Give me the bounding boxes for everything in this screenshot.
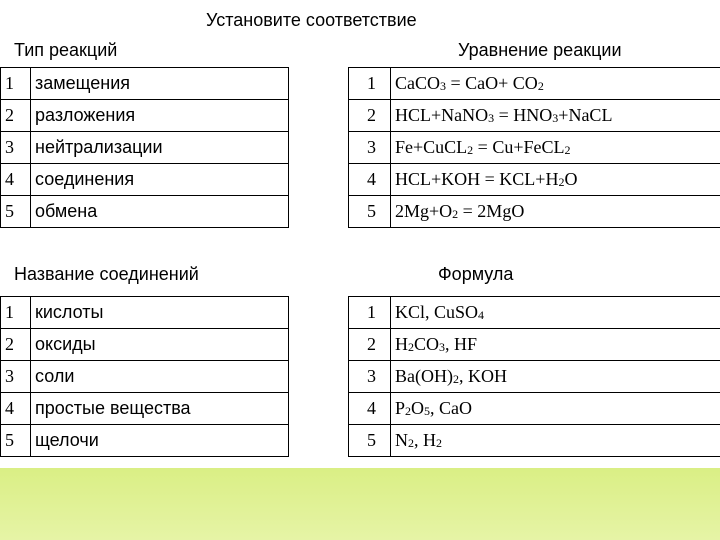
compound-name-header: Название соединений (14, 264, 199, 284)
compounds-table (0, 296, 720, 457)
chemical-formula: CaCO3 = CaO+ CO2 (391, 68, 720, 100)
subscript: 2 (564, 143, 571, 157)
answer-number: 1 (349, 297, 391, 329)
row-number: 2 (1, 329, 31, 361)
table-row (1, 425, 720, 457)
subscript: 3 (440, 79, 446, 93)
row-number: 3 (1, 132, 31, 164)
table-row (1, 132, 720, 164)
row-label: щелочи (31, 425, 289, 457)
spacer-cell (289, 329, 349, 361)
spacer-cell (289, 393, 349, 425)
spacer-cell (289, 164, 349, 196)
row-number: 1 (1, 297, 31, 329)
table-row (1, 361, 720, 393)
reactions-table (0, 67, 720, 228)
subscript: 2 (452, 372, 459, 386)
row-label: обмена (31, 196, 289, 228)
answer-number: 3 (349, 361, 391, 393)
subscript: 2 (467, 143, 474, 157)
row-label: кислоты (31, 297, 289, 329)
answer-number: 3 (349, 132, 391, 164)
row-label: оксиды (31, 329, 289, 361)
answer-number: 5 (349, 196, 391, 228)
answer-number: 2 (349, 329, 391, 361)
subscript: 2 (558, 175, 565, 189)
row-number: 2 (1, 100, 31, 132)
chemical-formula: Fe+CuCL2 = Cu+FeCL2 (391, 132, 720, 164)
answer-number: 4 (349, 393, 391, 425)
answer-number: 2 (349, 100, 391, 132)
spacer-cell (289, 196, 349, 228)
spacer-cell (289, 361, 349, 393)
table-row (1, 196, 720, 228)
subscript: 2 (408, 340, 414, 354)
chemical-formula: KCl, CuSO4 (391, 297, 720, 329)
reaction-equation-header: Уравнение реакции (458, 40, 622, 60)
subscript: 3 (439, 340, 446, 354)
spacer-cell (289, 100, 349, 132)
spacer-cell (289, 132, 349, 164)
row-label: разложения (31, 100, 289, 132)
table-row (1, 393, 720, 425)
row-label: простые вещества (31, 393, 289, 425)
formula-header: Формула (438, 264, 514, 284)
subscript: 2 (405, 404, 412, 418)
chemical-formula: P2O5, CaO (391, 393, 720, 425)
subscript: 3 (488, 111, 495, 125)
subscript: 2 (408, 436, 414, 450)
chemical-formula: N2, H2 (391, 425, 720, 457)
subscript: 5 (424, 404, 431, 418)
table-row (1, 68, 720, 100)
table-row (1, 297, 720, 329)
row-number: 5 (1, 196, 31, 228)
row-number: 1 (1, 68, 31, 100)
spacer-cell (289, 68, 349, 100)
reaction-type-header: Тип реакций (14, 40, 118, 60)
subscript: 2 (452, 207, 459, 221)
answer-number: 4 (349, 164, 391, 196)
row-label: нейтрализации (31, 132, 289, 164)
chemical-formula: HCL+NaNO3 = HNO3+NaCL (391, 100, 720, 132)
slide-title: Установите соответствие (206, 10, 417, 30)
row-number: 4 (1, 393, 31, 425)
row-number: 3 (1, 361, 31, 393)
answer-number: 5 (349, 425, 391, 457)
chemical-formula: HCL+KOH = KCL+H2O (391, 164, 720, 196)
row-number: 4 (1, 164, 31, 196)
answer-number: 1 (349, 68, 391, 100)
table-row (1, 164, 720, 196)
row-label: соли (31, 361, 289, 393)
subscript: 2 (537, 79, 544, 93)
table-row (1, 100, 720, 132)
row-label: замещения (31, 68, 289, 100)
table-row (1, 329, 720, 361)
subscript: 3 (552, 111, 559, 125)
subscript: 2 (436, 436, 442, 450)
row-number: 5 (1, 425, 31, 457)
chemical-formula: 2Mg+O2 = 2MgO (391, 196, 720, 228)
chemical-formula: H2CO3, HF (391, 329, 720, 361)
spacer-cell (289, 297, 349, 329)
chemical-formula: Ba(OH)2, KOH (391, 361, 720, 393)
spacer-cell (289, 425, 349, 457)
subscript: 4 (478, 308, 485, 322)
row-label: соединения (31, 164, 289, 196)
